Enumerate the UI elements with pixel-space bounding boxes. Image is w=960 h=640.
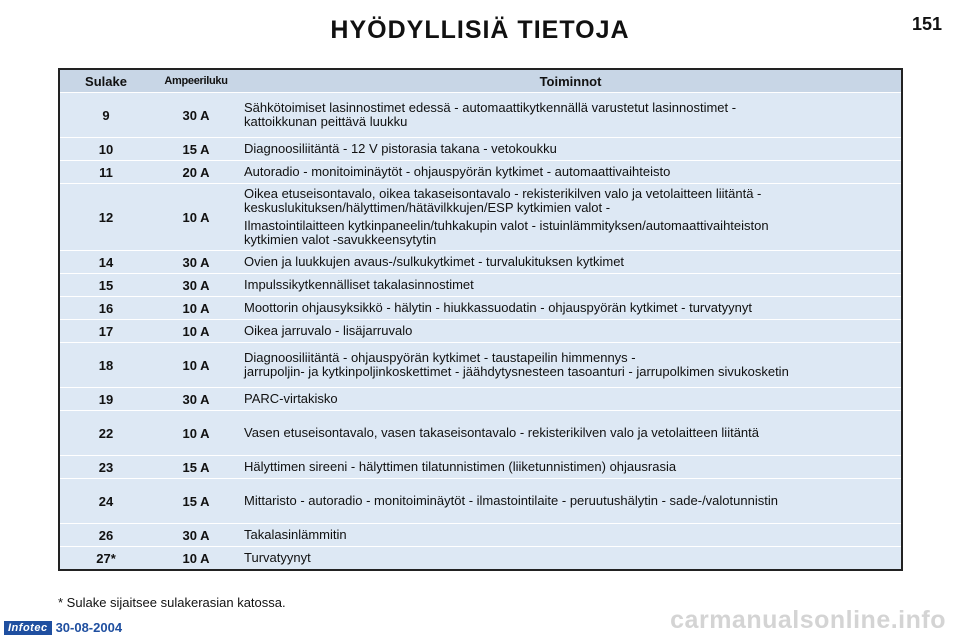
- fuse-amperage: 10 A: [152, 184, 240, 251]
- function-text-line: Autoradio - monitoiminäytöt - ohjauspyörän kytkimet - automaattivaihteisto: [244, 164, 671, 179]
- function-text-line: Diagnoosiliitäntä - 12 V pistorasia takana - vetokoukku: [244, 141, 557, 156]
- fuse-number: 26: [59, 524, 152, 547]
- function-text-line: keskuslukituksen/hälyttimen/hätävilkkujen/ESP kytkimien valot -: [244, 200, 611, 215]
- function-text-line: Oikea jarruvalo - lisäjarruvalo: [244, 323, 413, 338]
- function-text-line: kattoikkunan peittävä luukku: [244, 114, 408, 129]
- fuse-table: [58, 68, 903, 571]
- table-row: [59, 320, 902, 343]
- function-text-line: kytkimien valot -savukkeensytytin: [244, 232, 437, 247]
- fuse-number: 24: [59, 479, 152, 524]
- fuse-amperage: 10 A: [152, 547, 240, 571]
- table-row: [59, 388, 902, 411]
- fuse-amperage: 10 A: [152, 411, 240, 456]
- fuse-functions: [240, 524, 902, 547]
- table-row: [59, 161, 902, 184]
- fuse-functions: [240, 184, 902, 251]
- fuse-functions: [240, 138, 902, 161]
- fuse-functions: [240, 456, 902, 479]
- fuse-functions: [240, 297, 902, 320]
- table-row: [59, 184, 902, 251]
- page-title: HYÖDYLLISIÄ TIETOJA: [330, 16, 630, 44]
- table-row: [59, 93, 902, 138]
- fuse-functions: [240, 547, 902, 571]
- function-text-line: Mittaristo - autoradio - monitoiminäytöt - ilmastointilaite - peruutushälytin - sade-/valotunnistin: [244, 493, 778, 508]
- fuse-number: 23: [59, 456, 152, 479]
- fuse-number: 10: [59, 138, 152, 161]
- table-row: [59, 138, 902, 161]
- table-row: [59, 411, 902, 456]
- fuse-amperage: 20 A: [152, 161, 240, 184]
- fuse-functions: [240, 93, 902, 138]
- function-text-line: jarrupoljin- ja kytkinpoljinkoskettimet - jäähdytysnesteen tasoanturi - jarrupolkimen sivukosketin: [244, 364, 789, 379]
- watermark: carmanualsonline.info: [670, 606, 946, 634]
- column-header-fuse: Sulake: [59, 69, 152, 93]
- function-text-line: Oikea etuseisontavalo, oikea takaseisontavalo - rekisterikilven valo ja vetolaitteen liitäntä -: [244, 186, 762, 201]
- fuse-number: 14: [59, 251, 152, 274]
- table-row: [59, 524, 902, 547]
- function-text-line: Moottorin ohjausyksikkö - hälytin - hiukkassuodatin - ohjauspyörän kytkimet - turvatyynyt: [244, 300, 752, 315]
- function-text-line: Hälyttimen sireeni - hälyttimen tilatunnistimen (liiketunnistimen) ohjausrasia: [244, 459, 677, 474]
- fuse-amperage: 10 A: [152, 343, 240, 388]
- fuse-amperage: 10 A: [152, 320, 240, 343]
- fuse-number: 17: [59, 320, 152, 343]
- fuse-functions: [240, 251, 902, 274]
- fuse-functions: [240, 161, 902, 184]
- function-text-line: Ilmastointilaitteen kytkinpaneelin/tuhkakupin valot - istuinlämmityksen/automaattivaihteiston: [244, 218, 769, 233]
- function-text-line: Diagnoosiliitäntä - ohjauspyörän kytkimet - taustapeilin himmennys -: [244, 350, 636, 365]
- fuse-table-body: [59, 93, 902, 571]
- fuse-functions: [240, 411, 902, 456]
- table-row: [59, 297, 902, 320]
- fuse-functions: [240, 479, 902, 524]
- fuse-number: 15: [59, 274, 152, 297]
- fuse-amperage: 30 A: [152, 93, 240, 138]
- table-row: [59, 479, 902, 524]
- table-row: [59, 274, 902, 297]
- fuse-amperage: 15 A: [152, 138, 240, 161]
- column-header-functions: Toiminnot: [240, 69, 902, 93]
- fuse-number: 22: [59, 411, 152, 456]
- fuse-amperage: 15 A: [152, 456, 240, 479]
- function-text-line: Impulssikytkennälliset takalasinnostimet: [244, 277, 474, 292]
- function-text-paragraph: [244, 219, 897, 247]
- fuse-number: 12: [59, 184, 152, 251]
- fuse-amperage: 10 A: [152, 297, 240, 320]
- table-row: [59, 343, 902, 388]
- table-row: [59, 547, 902, 571]
- function-text-line: Ovien ja luukkujen avaus-/sulkukytkimet - turvalukituksen kytkimet: [244, 254, 625, 269]
- fuse-amperage: 30 A: [152, 251, 240, 274]
- fuse-functions: [240, 274, 902, 297]
- page-number: 151: [911, 14, 942, 34]
- fuse-number: 27*: [59, 547, 152, 571]
- footer-date: 30-08-2004: [55, 620, 123, 635]
- fuse-amperage: 30 A: [152, 274, 240, 297]
- function-text-line: Turvatyynyt: [244, 550, 311, 565]
- fuse-amperage: 30 A: [152, 388, 240, 411]
- table-row: [59, 251, 902, 274]
- infotec-logo: Infotec: [4, 621, 52, 635]
- fuse-functions: [240, 320, 902, 343]
- fuse-number: 18: [59, 343, 152, 388]
- fuse-amperage: 15 A: [152, 479, 240, 524]
- fuse-number: 16: [59, 297, 152, 320]
- table-row: [59, 456, 902, 479]
- fuse-number: 9: [59, 93, 152, 138]
- function-text-line: Sähkötoimiset lasinnostimet edessä - automaattikytkennällä varustetut lasinnostimet -: [244, 100, 737, 115]
- fuse-number: 19: [59, 388, 152, 411]
- table-header-row: [59, 69, 902, 93]
- function-text-line: Vasen etuseisontavalo, vasen takaseisontavalo - rekisterikilven valo ja vetolaitteen liitäntä: [244, 425, 759, 440]
- fuse-amperage: 30 A: [152, 524, 240, 547]
- fuse-functions: [240, 343, 902, 388]
- column-header-amperage: Ampeeriluku: [152, 69, 240, 93]
- fuse-functions: [240, 388, 902, 411]
- function-text-line: Takalasinlämmitin: [244, 527, 347, 542]
- function-text-line: PARC-virtakisko: [244, 391, 338, 406]
- fuse-number: 11: [59, 161, 152, 184]
- footnote: * Sulake sijaitsee sulakerasian katossa.: [58, 595, 286, 610]
- footer: [4, 620, 122, 635]
